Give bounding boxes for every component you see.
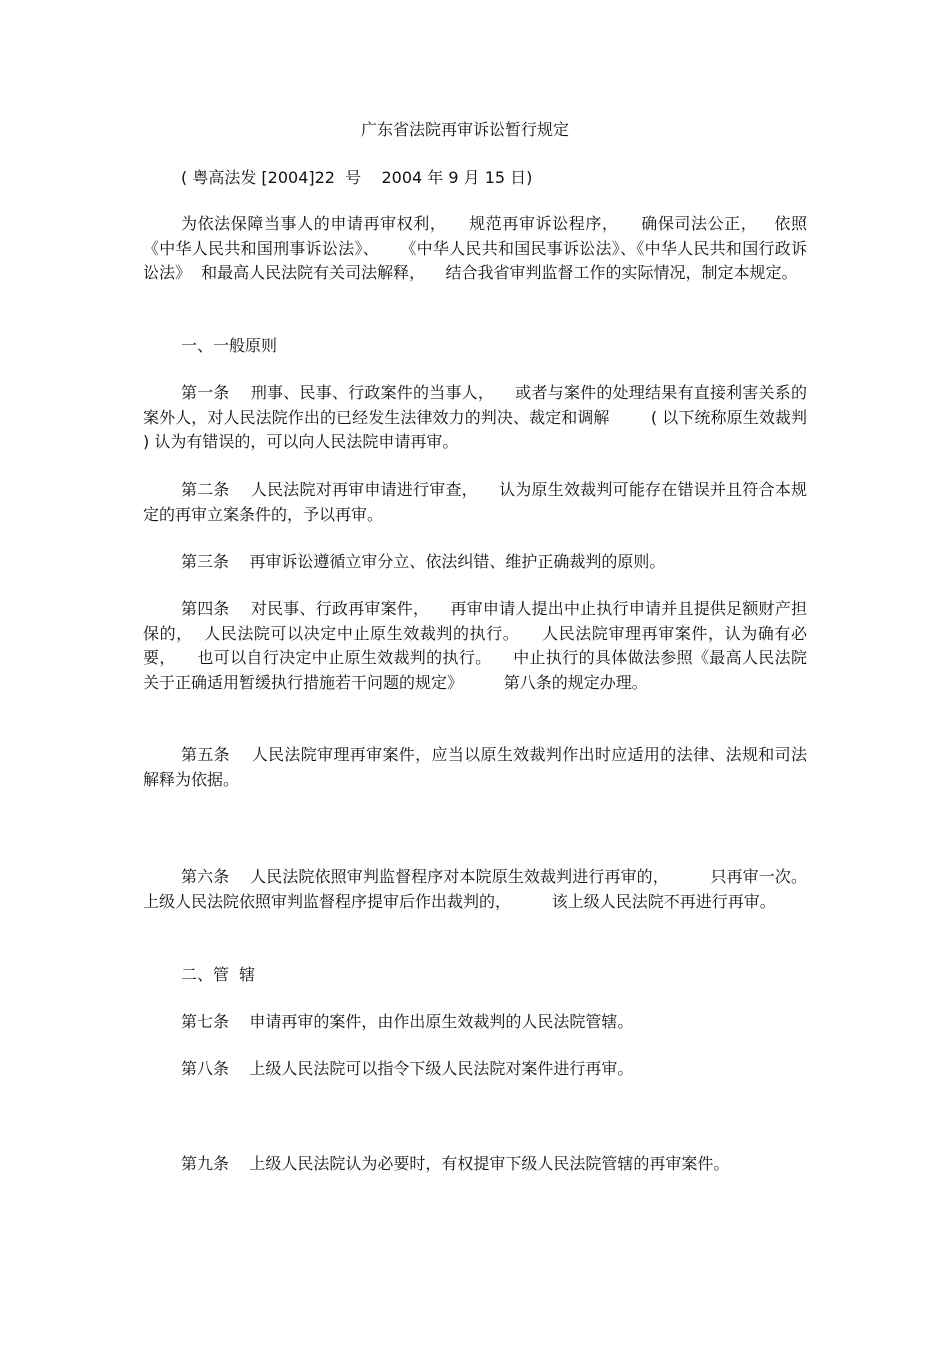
document-title: 广东省法院再审诉讼暂行规定 <box>360 120 569 139</box>
article-5: 第五条 人民法院审理再审案件，应当以原生效裁判作出时应适用的法律、法规和司法解释为依据。 <box>143 745 807 789</box>
preamble-paragraph: 为依法保障当事人的申请再审权利， 规范再审诉讼程序， 确保司法公正， 依照《中华人民共和国刑事诉讼法》、 《中华人民共和国民事诉讼法》、《中华人民共和国行政诉讼法》 和最高人民法院有关司法解释， 结合我省审判监督工作的实际情况，制定本规定。 <box>143 214 807 282</box>
issuance-info: ( 粤高法发 [2004]22 号 2004 年 9 月 15 日) <box>181 168 533 187</box>
article-6: 第六条 人民法院依照审判监督程序对本院原生效裁判进行再审的， 只再审一次。上级人民法院依照审判监督程序提审后作出裁判的， 该上级人民法院不再进行再审。 <box>143 867 807 911</box>
article-1: 第一条 刑事、民事、行政案件的当事人， 或者与案件的处理结果有直接利害关系的案外人，对人民法院作出的已经发生法律效力的判决、裁定和调解 ( 以下统称原生效裁判 ) 认为有错误的，可以向人民法院申请再审。 <box>143 383 818 451</box>
article-7: 第七条 申请再审的案件，由作出原生效裁判的人民法院管辖。 <box>181 1012 634 1031</box>
article-4: 第四条 对民事、行政再审案件， 再审申请人提出中止执行申请并且提供足额财产担保的， 人民法院可以决定中止原生效裁判的执行。 人民法院审理再审案件，认为确有必要， 也可以自行决定中止原生效裁判的执行。 中止执行的具体做法参照《最高人民法院关于正确适用暂缓执行措施若干问题的规定》 第八条的规定办理。 <box>143 599 807 692</box>
article-2: 第二条 人民法院对再审申请进行审查， 认为原生效裁判可能存在错误并且符合本规定的再审立案条件的，予以再审。 <box>143 480 807 524</box>
section-heading-jurisdiction: 二、管 辖 <box>181 965 256 984</box>
section-heading-general-principles: 一、一般原则 <box>181 336 278 355</box>
article-3: 第三条 再审诉讼遵循立审分立、依法纠错、维护正确裁判的原则。 <box>181 552 666 571</box>
article-9: 第九条 上级人民法院认为必要时，有权提审下级人民法院管辖的再审案件。 <box>181 1154 730 1173</box>
article-8: 第八条 上级人民法院可以指令下级人民法院对案件进行再审。 <box>181 1059 634 1078</box>
